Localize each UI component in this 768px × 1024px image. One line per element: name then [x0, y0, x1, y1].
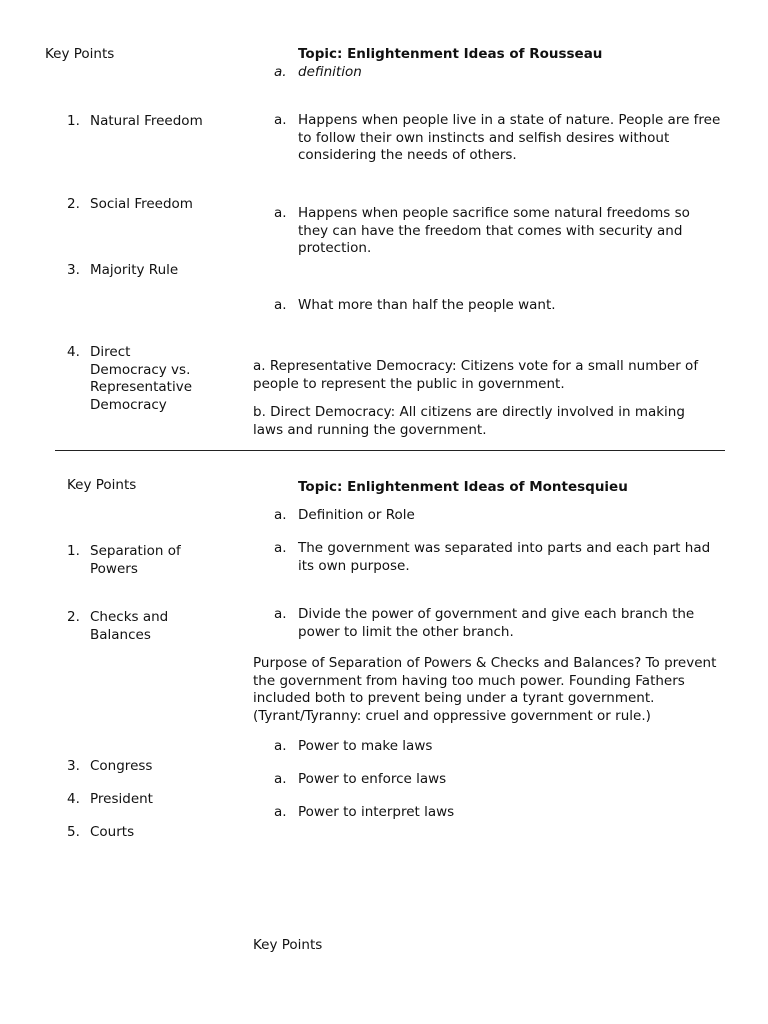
rousseau-definition-2 — [274, 205, 724, 258]
list-marker: a. — [274, 112, 287, 128]
montesquieu-term-2 — [67, 609, 227, 644]
rousseau-topic-title: Topic: Enlightenment Ideas of Rousseau — [298, 46, 603, 62]
term-label: Courts — [90, 824, 135, 840]
definition-text: Power to enforce laws — [298, 771, 447, 787]
montesquieu-definition-4 — [274, 771, 724, 789]
list-marker: a. — [274, 297, 287, 313]
term-number: 5. — [67, 824, 80, 840]
rousseau-term-4 — [67, 344, 217, 414]
term-number: 1. — [67, 113, 80, 129]
montesquieu-definition-2 — [274, 606, 724, 641]
term-number: 4. — [67, 344, 80, 360]
section-divider — [55, 450, 725, 451]
term-number: 2. — [67, 196, 80, 212]
rousseau-term-3 — [67, 262, 227, 280]
rousseau-term-1 — [67, 113, 227, 131]
role-label: Definition or Role — [298, 507, 415, 523]
term-number: 3. — [67, 262, 80, 278]
list-marker: a. — [274, 804, 287, 820]
term-label: Separation of Powers — [90, 543, 181, 577]
term-label: Natural Freedom — [90, 113, 203, 129]
term-label: Congress — [90, 758, 153, 774]
rousseau-key-points-heading: Key Points — [45, 46, 115, 62]
term-number: 1. — [67, 543, 80, 559]
list-marker: a. — [274, 738, 287, 754]
definition-text: The government was separated into parts and each part had its own purpose. — [298, 540, 711, 574]
term-label: President — [90, 791, 153, 807]
term-label: Direct Democracy vs. Representative Democracy — [90, 344, 193, 413]
montesquieu-key-points-heading: Key Points — [67, 477, 137, 493]
montesquieu-role-heading — [274, 507, 415, 525]
montesquieu-term-3 — [67, 758, 227, 776]
definition-label: definition — [298, 64, 362, 80]
rousseau-definition-1 — [274, 112, 724, 165]
rousseau-definition-3 — [274, 297, 724, 315]
montesquieu-term-4 — [67, 791, 227, 809]
definition-text: Divide the power of government and give each branch the power to limit the other branch. — [298, 606, 695, 640]
definition-text: Power to make laws — [298, 738, 433, 754]
definition-text: Happens when people sacrifice some natural freedoms so they can have the freedom that comes with security and protection. — [298, 205, 690, 256]
list-marker: a. — [274, 205, 287, 221]
montesquieu-topic-title: Topic: Enlightenment Ideas of Montesquieu — [298, 479, 628, 495]
footer-key-points-heading: Key Points — [253, 937, 323, 953]
rousseau-term-2 — [67, 196, 227, 214]
definition-text: Happens when people live in a state of nature. People are free to follow their own instincts and selfish desires without considering the needs of others. — [298, 112, 721, 163]
list-marker: a. — [274, 64, 287, 80]
definition-text: Power to interpret laws — [298, 804, 455, 820]
definition-text: What more than half the people want. — [298, 297, 556, 313]
list-marker: a. — [274, 507, 287, 523]
term-label: Checks and Balances — [90, 609, 169, 643]
montesquieu-definition-3 — [274, 738, 724, 756]
montesquieu-term-5 — [67, 824, 227, 842]
term-label: Social Freedom — [90, 196, 193, 212]
direct-democracy-definition: b. Direct Democracy: All citizens are directly involved in making laws and running the government. — [253, 404, 685, 438]
term-number: 4. — [67, 791, 80, 807]
list-marker: a. — [274, 771, 287, 787]
representative-democracy-definition: a. Representative Democracy: Citizens vote for a small number of people to represent the public in government. — [253, 358, 699, 392]
montesquieu-definition-1 — [274, 540, 724, 575]
montesquieu-definition-5 — [274, 804, 724, 822]
term-label: Majority Rule — [90, 262, 179, 278]
list-marker: a. — [274, 540, 287, 556]
rousseau-definition-heading — [274, 64, 362, 82]
purpose-paragraph: Purpose of Separation of Powers & Checks and Balances? To prevent the government from having too much power. Founding Fathers included both to prevent being under a tyrant government. (Tyrant/Tyranny: cruel and oppressive government or rule.) — [253, 655, 717, 724]
list-marker: a. — [274, 606, 287, 622]
montesquieu-term-1 — [67, 543, 227, 578]
term-number: 2. — [67, 609, 80, 625]
term-number: 3. — [67, 758, 80, 774]
